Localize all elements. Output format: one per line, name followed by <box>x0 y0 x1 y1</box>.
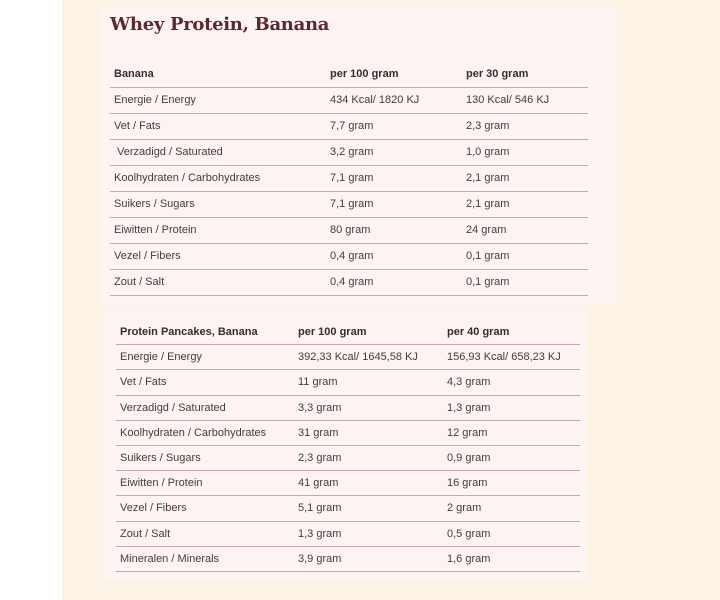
page-title: Whey Protein, Banana <box>110 14 330 35</box>
table-row <box>116 471 580 496</box>
value-per-100: 41 gram <box>298 477 339 490</box>
header-per-100: per 100 gram <box>330 68 399 80</box>
value-per-serving: 1,6 gram <box>447 552 491 565</box>
nutrient-name: Eiwitten / Protein <box>114 224 197 236</box>
value-per-serving: 1,0 gram <box>466 146 510 158</box>
header-per-serving: per 30 gram <box>466 68 529 80</box>
header-per-100: per 100 gram <box>298 326 367 338</box>
nutrient-name: Eiwitten / Protein <box>120 477 203 490</box>
value-per-100: 0,4 gram <box>330 276 374 288</box>
nutrient-name: Vet / Fats <box>114 120 161 132</box>
table-row <box>116 345 580 370</box>
table-header-row <box>110 62 588 88</box>
value-per-serving: 0,9 gram <box>447 451 491 464</box>
value-per-serving: 2,1 gram <box>466 198 510 210</box>
nutrition-table-whey <box>110 62 588 296</box>
table-row <box>110 166 588 192</box>
nutrient-name: Energie / Energy <box>120 351 202 364</box>
nutrient-name: Verzadigd / Saturated <box>117 146 223 158</box>
value-per-100: 5,1 gram <box>298 502 342 515</box>
value-per-100: 7,7 gram <box>330 120 374 132</box>
value-per-100: 80 gram <box>330 224 371 236</box>
value-per-100: 434 Kcal/ 1820 KJ <box>330 94 420 106</box>
nutrient-name: Vet / Fats <box>120 376 167 389</box>
value-per-100: 7,1 gram <box>330 198 374 210</box>
nutrient-name: Zout / Salt <box>114 276 165 288</box>
value-per-serving: 0,1 gram <box>466 276 510 288</box>
nutrient-name: Zout / Salt <box>120 527 171 540</box>
nutrient-name: Koolhydraten / Carbohydrates <box>114 172 261 184</box>
table-row <box>116 421 580 446</box>
nutrition-table-pancakes <box>116 320 580 572</box>
value-per-serving: 16 gram <box>447 477 488 490</box>
table-row <box>116 396 580 421</box>
nutrient-name: Suikers / Sugars <box>114 198 195 210</box>
table-row <box>110 192 588 218</box>
value-per-serving: 0,1 gram <box>466 250 510 262</box>
value-per-serving: 156,93 Kcal/ 658,23 KJ <box>447 351 561 364</box>
table-row <box>116 370 580 395</box>
nutrient-name: Koolhydraten / Carbohydrates <box>120 426 267 439</box>
table-row <box>116 496 580 521</box>
value-per-100: 7,1 gram <box>330 172 374 184</box>
table-header-row <box>116 320 580 345</box>
nutrient-name: Energie / Energy <box>114 94 196 106</box>
nutrient-name: Suikers / Sugars <box>120 451 201 464</box>
table-row <box>116 547 580 572</box>
table-row <box>110 88 588 114</box>
table-row <box>110 114 588 140</box>
value-per-serving: 2,1 gram <box>466 172 510 184</box>
table-row <box>110 270 588 296</box>
nutrient-name: Mineralen / Minerals <box>120 552 220 565</box>
header-product: Protein Pancakes, Banana <box>120 326 258 338</box>
value-per-100: 3,3 gram <box>298 401 342 414</box>
value-per-100: 3,2 gram <box>330 146 374 158</box>
nutrient-name: Vezel / Fibers <box>114 250 181 262</box>
table-row <box>110 244 588 270</box>
value-per-serving: 24 gram <box>466 224 507 236</box>
value-per-100: 31 gram <box>298 426 339 439</box>
value-per-serving: 2,3 gram <box>466 120 510 132</box>
header-product: Banana <box>114 68 154 80</box>
value-per-100: 3,9 gram <box>298 552 342 565</box>
table-row <box>116 446 580 471</box>
value-per-serving: 0,5 gram <box>447 527 491 540</box>
table-row <box>110 140 588 166</box>
value-per-serving: 130 Kcal/ 546 KJ <box>466 94 550 106</box>
value-per-100: 0,4 gram <box>330 250 374 262</box>
value-per-100: 11 gram <box>298 376 338 389</box>
header-per-serving: per 40 gram <box>447 326 510 338</box>
nutrient-name: Vezel / Fibers <box>120 502 187 515</box>
value-per-serving: 2 gram <box>447 502 482 515</box>
table-row <box>116 522 580 547</box>
nutrient-name: Verzadigd / Saturated <box>120 401 226 414</box>
value-per-100: 2,3 gram <box>298 451 342 464</box>
value-per-100: 1,3 gram <box>298 527 342 540</box>
value-per-serving: 1,3 gram <box>447 401 491 414</box>
value-per-serving: 12 gram <box>447 426 488 439</box>
table-row <box>110 218 588 244</box>
value-per-serving: 4,3 gram <box>447 376 491 389</box>
value-per-100: 392,33 Kcal/ 1645,58 KJ <box>298 351 418 364</box>
